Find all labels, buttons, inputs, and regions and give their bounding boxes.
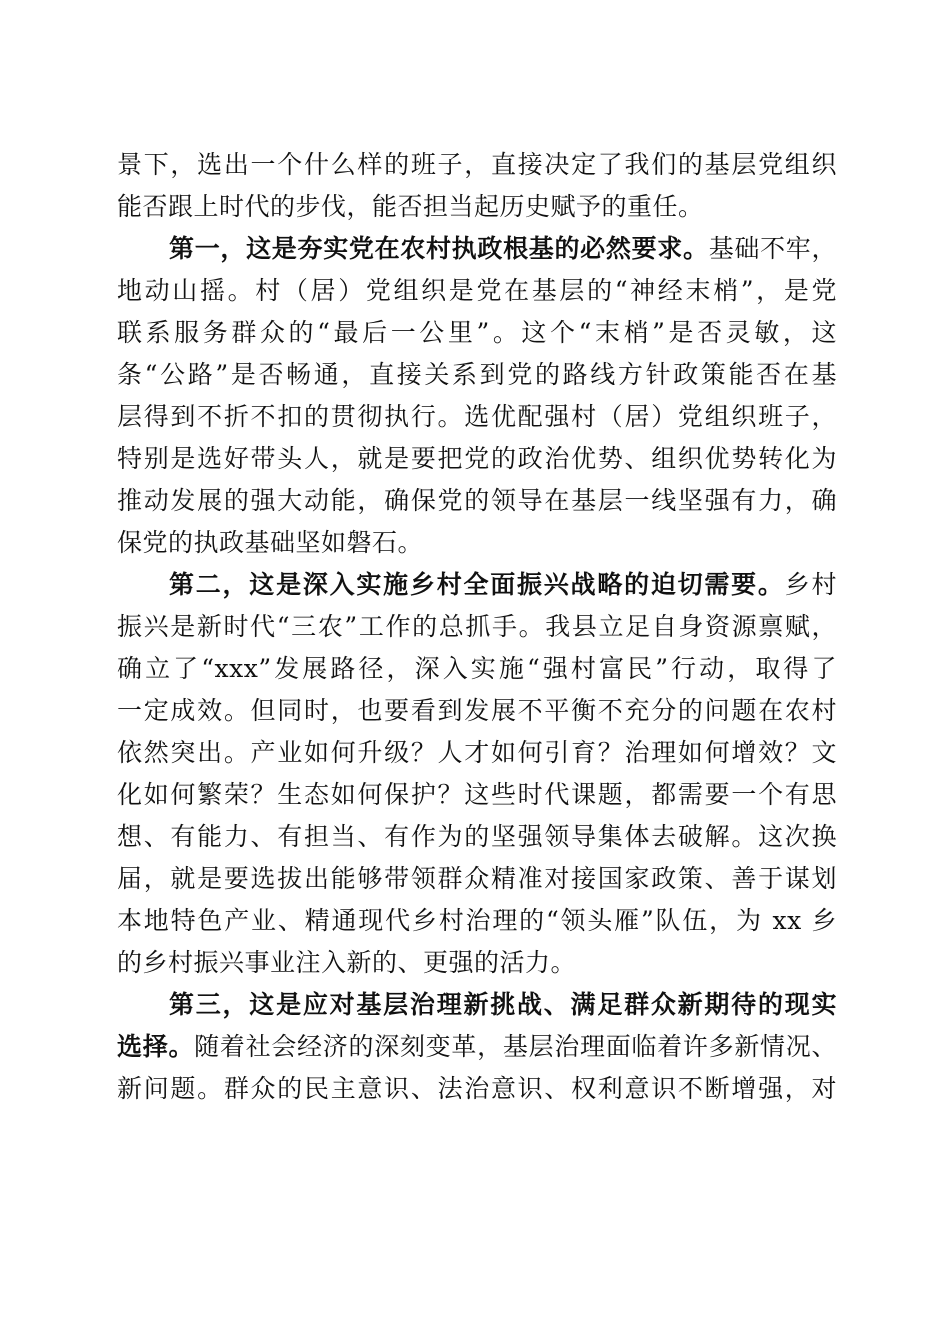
paragraph-first-line <box>169 229 837 269</box>
text-line: 化如何繁荣？生态如何保护？这些时代课题，都需要一个有思 <box>117 780 837 809</box>
section-heading-end: 选择。 <box>117 1032 195 1061</box>
text-run: 基础不牢， <box>708 234 837 263</box>
text-line: 能否跟上时代的步伐，能否担当起历史赋予的重任。 <box>117 192 704 221</box>
text-line: 特别是选好带头人，就是要把党的政治优势、组织优势转化为 <box>117 444 837 473</box>
text-line: 届，就是要选拔出能够带领群众精准对接国家政策、善于谋划 <box>117 864 837 893</box>
text-line: 地动山摇。村（居）党组织是党在基层的“神经末梢”，是党 <box>117 276 837 305</box>
text-line: 一定成效。但同时，也要看到发展不平衡不充分的问题在农村 <box>117 696 837 725</box>
text-line: 依然突出。产业如何升级？人才如何引育？治理如何增效？文 <box>117 738 837 767</box>
text-line: 振兴是新时代“三农”工作的总抓手。我县立足自身资源禀赋， <box>117 612 837 641</box>
section-heading: 第一，这是夯实党在农村执政根基的必然要求。 <box>169 234 709 263</box>
text-run: 随着社会经济的深刻变革，基层治理面临着许多新情况、 <box>194 1032 837 1061</box>
section-heading: 第三，这是应对基层治理新挑战、满足群众新期待的现实 <box>169 990 837 1019</box>
text-line: 层得到不折不扣的贯彻执行。选优配强村（居）党组织班子， <box>117 402 837 431</box>
paragraph-first-line <box>169 565 837 605</box>
text-line: 条“公路”是否畅通，直接关系到党的路线方针政策能否在基 <box>117 360 837 389</box>
text-line: 确立了“xxx”发展路径，深入实施“强村富民”行动，取得了 <box>117 654 837 683</box>
text-line: 景下，选出一个什么样的班子，直接决定了我们的基层党组织 <box>117 150 837 179</box>
text-line: 推动发展的强大动能，确保党的领导在基层一线坚强有力，确 <box>117 486 837 515</box>
section-heading: 第二，这是深入实施乡村全面振兴战略的迫切需要。 <box>169 570 785 599</box>
text-line: 的乡村振兴事业注入新的、更强的活力。 <box>117 948 577 977</box>
text-run: 乡村 <box>784 570 837 599</box>
text-line: 保党的执政基础坚如磐石。 <box>117 528 424 557</box>
text-line: 联系服务群众的“最后一公里”。这个“末梢”是否灵敏，这 <box>117 318 837 347</box>
text-line: 本地特色产业、精通现代乡村治理的“领头雁”队伍，为 xx 乡 <box>117 906 837 935</box>
paragraph-line <box>117 1027 837 1067</box>
text-line: 想、有能力、有担当、有作为的坚强领导集体去破解。这次换 <box>117 822 837 851</box>
text-line: 新问题。群众的民主意识、法治意识、权利意识不断增强，对 <box>117 1074 837 1103</box>
